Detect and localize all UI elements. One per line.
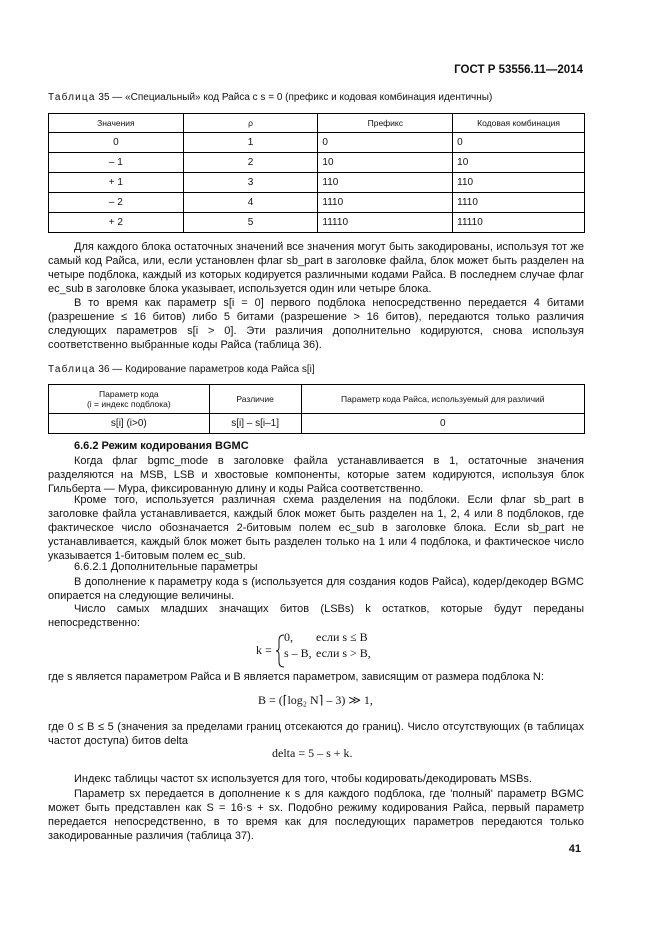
section-heading-6621: 6.6.2.1 Дополнительные параметры (74, 561, 258, 573)
formula-k-lhs: k = (256, 643, 272, 657)
table36-col-param-line1: Параметр кода (99, 389, 159, 399)
formula-k-case2-value: s – B, (284, 646, 312, 660)
table-cell: 0 (301, 414, 584, 434)
table-cell: 110 (453, 173, 585, 193)
paragraph-b-param: где s является параметром Райса и B является параметром, зависящим от размера подблока N: (48, 671, 544, 683)
table-cell: s[i] – s[i–1] (209, 414, 301, 434)
table-cell: 0 (318, 133, 453, 153)
table-cell: 0 (49, 133, 184, 153)
paragraph-additional-params: В дополнение к параметру кода s (используется для создания кодов Райса), кодер/декодер BGMC опирается на следующие величины. (48, 576, 584, 602)
table-row (49, 173, 585, 193)
paragraph-sx-param: Параметр sx передается в дополнение к s для каждого подблока, где 'полный' параметр BGMC может быть представлен как S = 16·s + sx. Подобно режиму кодирования Райса, первый параметр передается непосредственно, в то время как для последующих параметров передаются только закодированные различия (таблица 37). (48, 788, 584, 842)
table-cell: 4 (183, 193, 318, 213)
table36-col-param (49, 385, 210, 414)
table-cell: 0 (453, 133, 585, 153)
table-cell: 1110 (318, 193, 453, 213)
table-cell: s[i] (i>0) (49, 414, 210, 434)
table-cell: + 1 (49, 173, 184, 193)
table-cell: 1110 (453, 193, 585, 213)
table-cell: – 1 (49, 153, 184, 173)
paragraph-sx-index: Индекс таблицы частот sx используется для того, чтобы кодировать/декодировать MSBs. (74, 773, 532, 785)
table-cell: 10 (453, 153, 585, 173)
table36-col-rice-param: Параметр кода Райса, используемый для различий (301, 385, 584, 414)
page-number: 41 (568, 843, 581, 855)
table35-col-prefix: Префикс (318, 114, 453, 133)
table36-col-diff: Различие (209, 385, 301, 414)
table36-col-param-line2: (i = индекс подблока) (86, 399, 171, 409)
table-row (49, 133, 585, 153)
table-cell: 11110 (318, 213, 453, 233)
table35-header-row (49, 114, 585, 133)
table-row (49, 213, 585, 233)
table36 (48, 384, 585, 434)
paragraph-bgmc-mode: Когда флаг bgmc_mode в заголовке файла устанавливается в 1, остаточные значения разделяются на MSB, LSB и хвостовые компоненты, которые затем кодируются, используя блок Гильберта — Мура, фиксированную длину и коды Райса соответственно. (48, 455, 584, 495)
document-header: ГОСТ Р 53556.11—2014 (454, 64, 583, 76)
paragraph-rice-blocks: Для каждого блока остаточных значений все значения могут быть закодированы, используя тот же самый код Райса, или, если установлен флаг sb_part в заголовке файла, блок может быть разделен на четыре подблока, каждый из которых кодируется различными кодами Райса. В последнем случае флаг ec_sub в заголовке блока указывает, используется один или четыре блока. (48, 241, 584, 295)
table35-caption-text: — «Специальный» код Райса с s = 0 (префикс и кодовая комбинация идентичны) (112, 92, 493, 103)
table-cell: 11110 (453, 213, 585, 233)
table-row (49, 414, 585, 434)
formula-k-case2-condition: если s > B, (316, 646, 371, 660)
table36-caption (48, 364, 315, 375)
formula-b-lhs: B = (258, 693, 276, 707)
formula-delta: delta = 5 – s + k. (272, 746, 353, 760)
table-cell: 110 (318, 173, 453, 193)
table-row (49, 153, 585, 173)
paragraph-subblock-params: В то время как параметр s[i = 0] первого подблока непосредственно передается 4 битами (разрешение ≤ 16 битов) либо 5 битами (разрешение > 16 битов), передаются только различия следующих параметров s[i > 0]. Эти различия дополнительно кодируются, снова используя соответственно выбранные коды Райса (таблица 36). (48, 297, 584, 351)
formula-b-expr: (⌈log₂ N⌉ – 3) ≫ 1, (278, 693, 373, 707)
table-cell: 2 (183, 153, 318, 173)
table36-caption-label: Таблица (48, 364, 96, 375)
formula-k-case1-condition: если s ≤ B (316, 630, 368, 644)
section-heading-662: 6.6.2 Режим кодирования BGMC (74, 440, 249, 452)
table35 (48, 113, 585, 233)
paragraph-subblock-scheme: Кроме того, используется различная схема разделения на подблоки. Если флаг sb_part в заголовке файла устанавливается, каждый блок может быть разделен на 1, 2, 4 или 8 подблоков, где фактическое число обозначается 2-битовым полем ec_sub в заголовке блока. Если sb_part не устанавливается, каждый блок может быть разделен только на 1 или 4 подблока, и фактическое число указывается 1-битовым полем ec_sub. (48, 494, 584, 562)
paragraph-b-bounds: где 0 ≤ B ≤ 5 (значения за пределами границ отсекаются до границ). Число отсутствующих (в таблицах частот доступа) битов delta (48, 721, 584, 747)
table-cell: 5 (183, 213, 318, 233)
table-cell: 10 (318, 153, 453, 173)
paragraph-lsb-count: Число самых младших значащих битов (LSBs) k остатков, которые будут переданы непосредственно: (48, 603, 584, 629)
table36-caption-text: — Кодирование параметров кода Райса s[i] (112, 364, 315, 375)
table35-col-rho: ρ (183, 114, 318, 133)
table35-col-values: Значения (49, 114, 184, 133)
table-cell: 1 (183, 133, 318, 153)
table35-caption (48, 92, 492, 103)
table-cell: + 2 (49, 213, 184, 233)
table36-caption-number: 36 (98, 364, 110, 375)
table35-caption-label: Таблица (48, 92, 96, 103)
formula-b (258, 693, 373, 708)
formula-k-case1-value: 0, (284, 630, 293, 644)
table36-header-row (49, 385, 585, 414)
table-cell: – 2 (49, 193, 184, 213)
table-row (49, 193, 585, 213)
table-cell: 3 (183, 173, 318, 193)
table35-col-codeword: Кодовая комбинация (453, 114, 585, 133)
table35-caption-number: 35 (98, 92, 110, 103)
